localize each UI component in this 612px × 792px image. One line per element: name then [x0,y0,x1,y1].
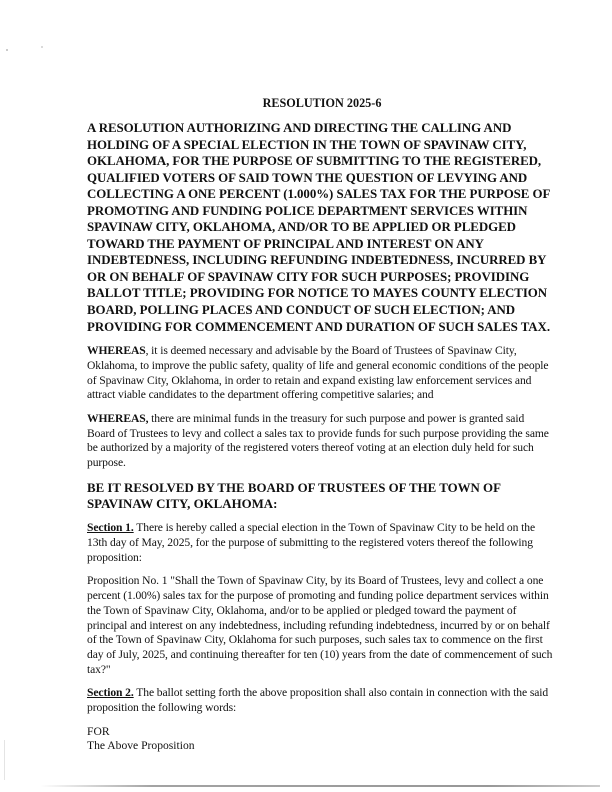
document-body [87,96,553,754]
proposition-paragraph: Proposition No. 1 "Shall the Town of Spavinaw City, by its Board of Trustees, levy and collect a one percent (1.00%) sales tax for the purpose of promoting and funding police department services within the Town of Spavinaw City, Oklahoma, and/or to be applied or pledged toward the payment of principal and interest on any indebtedness, including refunding indebtedness, incurred by or on behalf of the Town of Spavinaw City, Oklahoma for such purposes, such sales tax to commence on the first day of July, 2025, and continuing thereafter for ten (10) years from the date of commencement of such tax?" [87,574,553,676]
scan-edge-mark [4,740,5,780]
whereas-text: , it is deemed necessary and advisable by the Board of Trustees of Spavinaw City, Oklahoma, to improve the public safety, quality of life and general economic conditions of the people of Spavinaw City, Oklahoma, in order to retain and expand existing law enforcement services and attract viable candidates to the department offering competitive salaries; and [87,344,549,402]
whereas-paragraph-1 [87,344,553,403]
scan-speck [6,49,8,51]
section-2-label: Section 2. [87,686,134,700]
section-1-label: Section 1. [87,521,134,535]
resolution-title: RESOLUTION 2025-6 [262,96,382,110]
whereas-label: WHEREAS [87,344,146,358]
section-1-paragraph [87,521,553,565]
whereas-label: WHEREAS, [87,411,149,425]
section-2-text: The ballot setting forth the above proposition shall also contain in connection with the said proposition the following words: [87,686,549,715]
ballot-words [87,725,553,754]
whereas-text: there are minimal funds in the treasury for such purpose and power is granted said Board of Trustees to levy and collect a sales tax to provide funds for such purpose providing the same be authorized by a majority of the registered voters thereof voting at an election duly held for such purpose. [87,411,549,470]
page-bottom-edge [40,785,600,787]
whereas-paragraph-2 [87,412,553,471]
ballot-line-for: FOR [87,724,110,738]
ballot-line-proposition: The Above Proposition [87,739,195,753]
resolution-heading: A RESOLUTION AUTHORIZING AND DIRECTING THE CALLING AND HOLDING OF A SPECIAL ELECTION IN THE TOWN OF SPAVINAW CITY, OKLAHOMA, FOR THE PURPOSE OF SUBMITTING TO THE REGISTERED, QUALIFIED VOTERS OF SAID TOWN THE QUESTION OF LEVYING AND COLLECTING A ONE PERCENT (1.000%) SALES TAX FOR THE PURPOSE OF PROMOTING AND FUNDING POLICE DEPARTMENT SERVICES WITHIN SPAVINAW CITY, OKLAHOMA, AND/OR TO BE APPLIED OR PLEDGED TOWARD THE PAYMENT OF PRINCIPAL AND INTEREST ON ANY INDEBTEDNESS, INCLUDING REFUNDING INDEBTEDNESS, INCURRED BY OR ON BEHALF OF SPAVINAW CITY FOR SUCH PURPOSES; PROVIDING BALLOT TITLE; PROVIDING FOR NOTICE TO MAYES COUNTY ELECTION BOARD, POLLING PLACES AND CONDUCT OF SUCH ELECTION; AND PROVIDING FOR COMMENCEMENT AND DURATION OF SUCH SALES TAX. [87,121,550,334]
scan-speck [41,46,43,48]
section-1-text: There is hereby called a special election in the Town of Spavinaw City to be held on the 13th day of May, 2025, for the purpose of submitting to the registered voters thereof the following proposition: [87,521,535,564]
section-2-paragraph [87,686,553,715]
resolved-clause: BE IT RESOLVED BY THE BOARD OF TRUSTEES OF THE TOWN OF SPAVINAW CITY, OKLAHOMA: [87,480,501,512]
